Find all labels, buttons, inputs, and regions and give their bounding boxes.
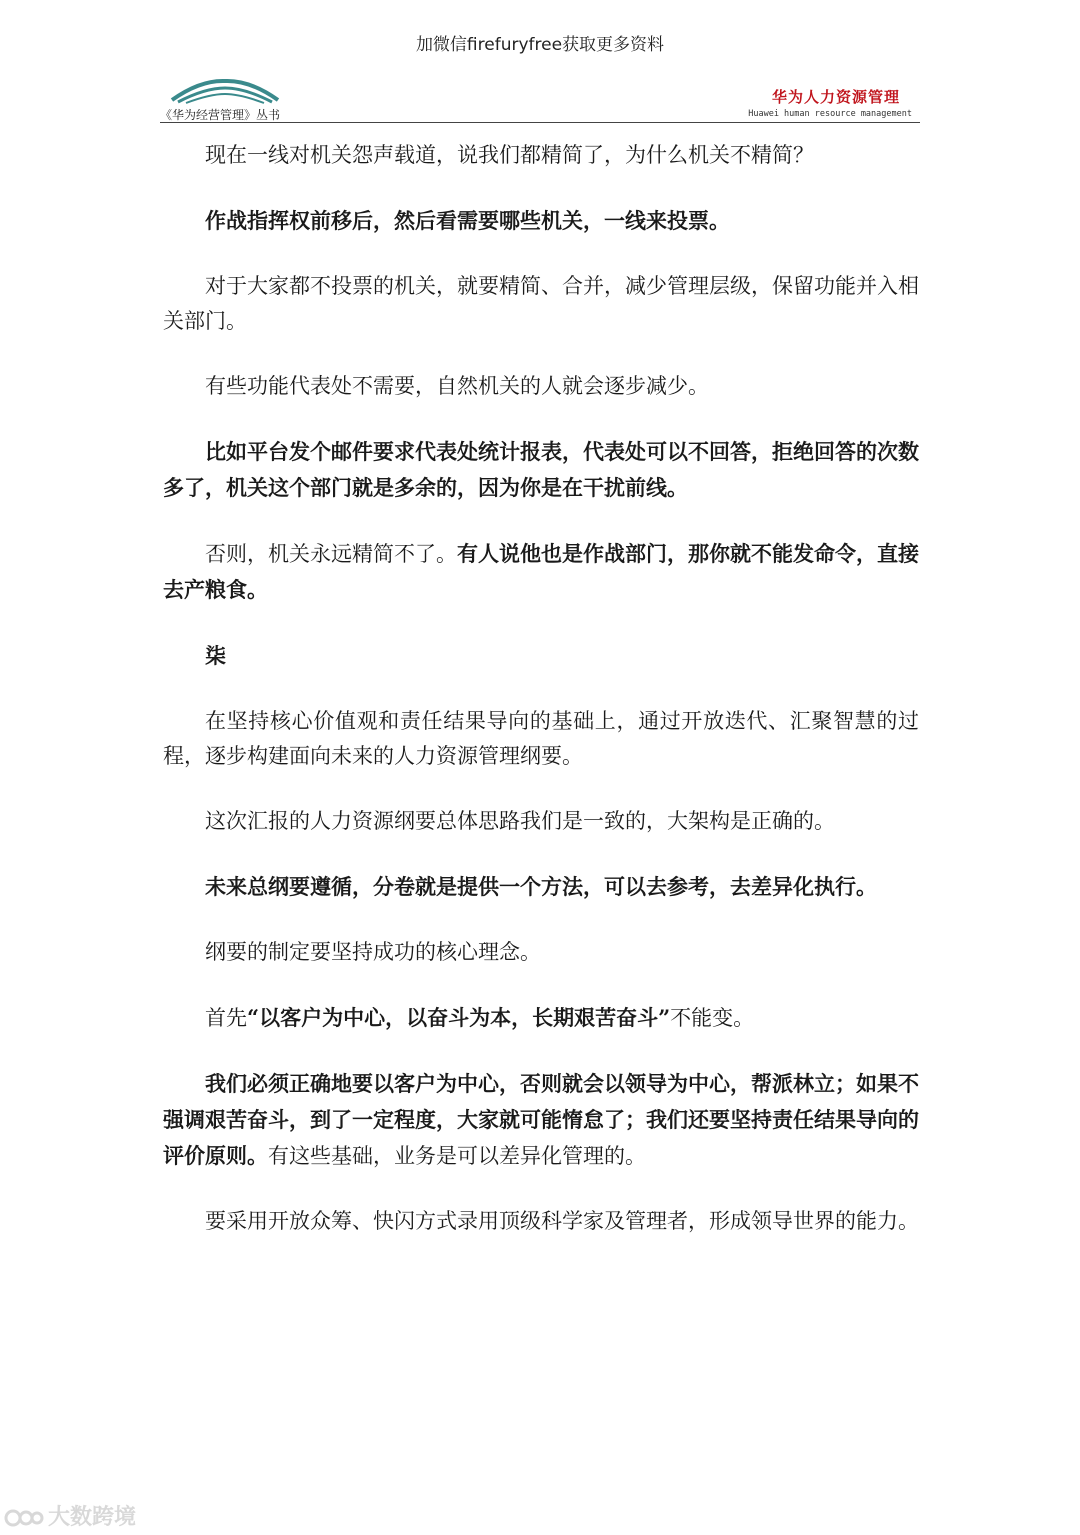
bold-text: 作战指挥权前移后，然后看需要哪些机关，一线来投票。 <box>205 208 730 233</box>
bold-text: “以客户为中心，以奋斗为本，长期艰苦奋斗” <box>247 1005 671 1030</box>
header-divider <box>160 122 920 123</box>
body-text: 否则，机关永远精简不了。 <box>205 542 457 566</box>
paragraph <box>163 869 919 905</box>
top-banner: 加微信firefuryfree获取更多资料 <box>415 35 665 55</box>
watermark <box>4 1500 136 1531</box>
document-body <box>163 138 919 1269</box>
watermark-text: 大数跨境 <box>48 1505 137 1530</box>
paragraph <box>163 138 919 173</box>
body-text: 有些功能代表处不需要，自然机关的人就会逐步减少。 <box>205 374 709 398</box>
body-text: 要采用开放众筹、快闪方式录用顶级科学家及管理者，形成领导世界的能力。 <box>205 1209 919 1233</box>
paragraph <box>163 804 919 839</box>
watermark-logo-icon <box>4 1507 44 1529</box>
paragraph <box>163 369 919 404</box>
body-text: 不能变。 <box>670 1006 755 1030</box>
paragraph <box>163 638 919 674</box>
brand-subtitle: Huawei human resource management <box>748 109 912 119</box>
body-text: 这次汇报的人力资源纲要总体思路我们是一致的，大架构是正确的。 <box>205 809 835 833</box>
paragraph <box>163 935 919 970</box>
paragraph <box>163 536 919 608</box>
bold-text: 比如平台发个邮件要求代表处统计报表，代表处可以不回答，拒绝回答的次数多了，机关这个部门就是多余的，因为你是在干扰前线。 <box>163 439 919 500</box>
body-text: 对于大家都不投票的机关，就要精简、合并，减少管理层级，保留功能并入相关部门。 <box>163 274 919 333</box>
paragraph <box>163 1204 919 1239</box>
bold-text: 有人说他也是作战部门，那你就不能发命令，直接去产粮食。 <box>163 541 919 602</box>
bold-text: 我们必须正确地要以客户为中心，否则就会以领导为中心，帮派林立；如果不强调艰苦奋斗，到了一定程度，大家就可能惰怠了；我们还要坚持责任结果导向的评价原则。 <box>163 1071 919 1168</box>
paragraph <box>163 269 919 339</box>
paragraph <box>163 434 919 506</box>
body-text: 首先 <box>205 1006 247 1030</box>
paragraph <box>163 1000 919 1036</box>
bold-text: 未来总纲要遵循，分卷就是提供一个方法，可以去参考，去差异化执行。 <box>205 874 877 899</box>
series-label: 《华为经营管理》丛书 <box>160 108 281 122</box>
paragraph <box>163 1066 919 1174</box>
brand-title: 华为人力资源管理 <box>771 88 900 106</box>
body-text: 纲要的制定要坚持成功的核心理念。 <box>205 940 541 964</box>
bold-text: 柒 <box>205 643 226 668</box>
mountain-logo-icon <box>170 78 280 104</box>
body-text: 现在一线对机关怨声载道，说我们都精简了，为什么机关不精简？ <box>205 143 814 167</box>
paragraph <box>163 203 919 239</box>
body-text: 有这些基础，业务是可以差异化管理的。 <box>268 1144 646 1168</box>
page-header <box>160 76 920 124</box>
body-text: 在坚持核心价值观和责任结果导向的基础上，通过开放迭代、汇聚智慧的过程，逐步构建面向未来的人力资源管理纲要。 <box>163 709 919 768</box>
paragraph <box>163 704 919 774</box>
